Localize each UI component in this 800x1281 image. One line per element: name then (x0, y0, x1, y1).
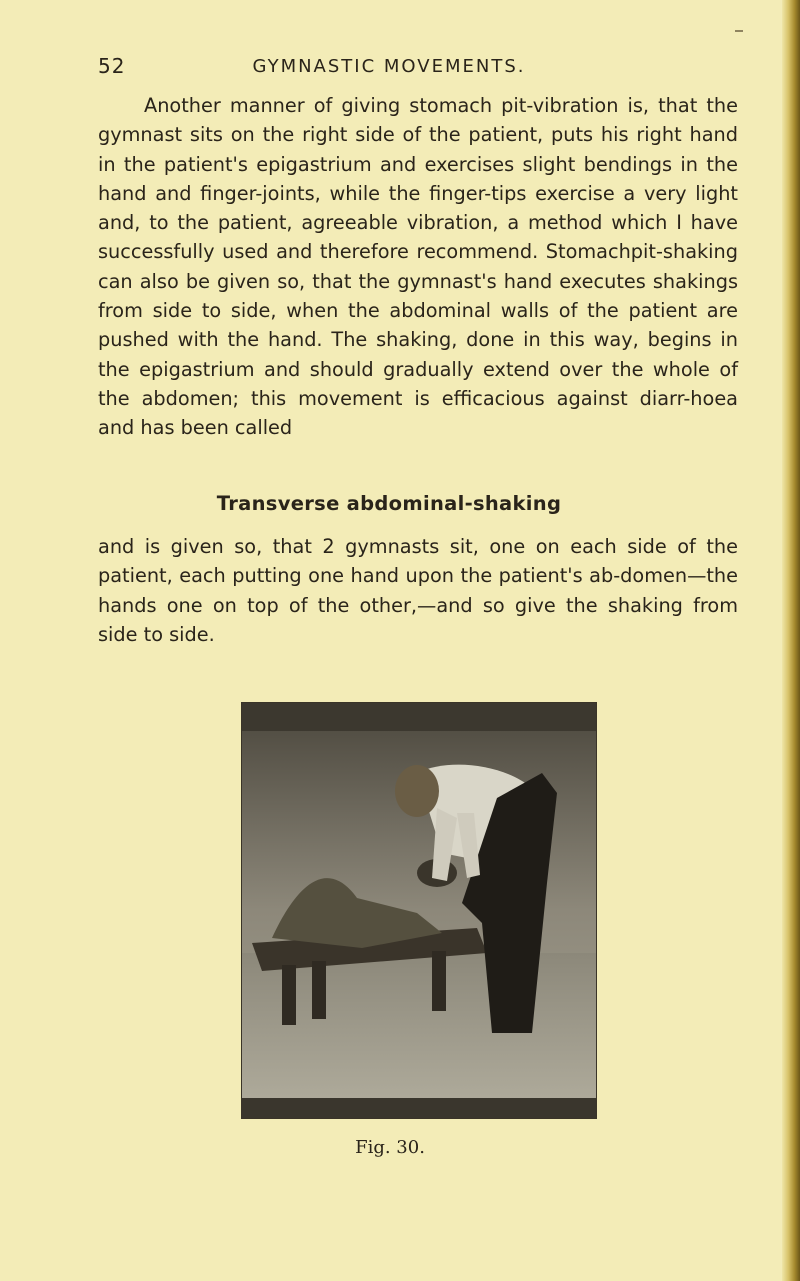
subheading: Transverse abdominal-shaking (216, 492, 562, 515)
page-edge (782, 0, 800, 1281)
figure-caption: Fig. 30. (355, 1137, 425, 1158)
running-title: GYMNASTIC MOVEMENTS. (252, 56, 526, 77)
page-mark (735, 30, 743, 32)
paragraph-2: and is given so, that 2 gymnasts sit, one on each side of the patient, each putting one hand upon the patient's ab-domen—the hands one on top of the other,—and so give the shaking from side to side. (98, 535, 738, 646)
photograph-illustration (242, 703, 596, 1118)
paragraph-1: Another manner of giving stomach pit-vibration is, that the gymnast sits on the right side of the patient, puts his right hand in the patient's epigastrium and exercises slight bendings in the hand and finger-joints, while the finger-tips exercise a very light and, to the patient, agreeable vibration, a method which I have successfully used and therefore recommend. Stomachpit-shaking can also be given so, that the gymnast's hand executes shakings from side to side, when the abdominal walls of the patient are pushed with the hand. The shaking, done in this way, begins in the epigastrium and should gradually extend over the whole of the abdomen; this movement is efficacious against diarr-hoea and has been called (98, 94, 738, 440)
figure-photograph (242, 703, 596, 1118)
page-number: 52 (98, 54, 126, 78)
